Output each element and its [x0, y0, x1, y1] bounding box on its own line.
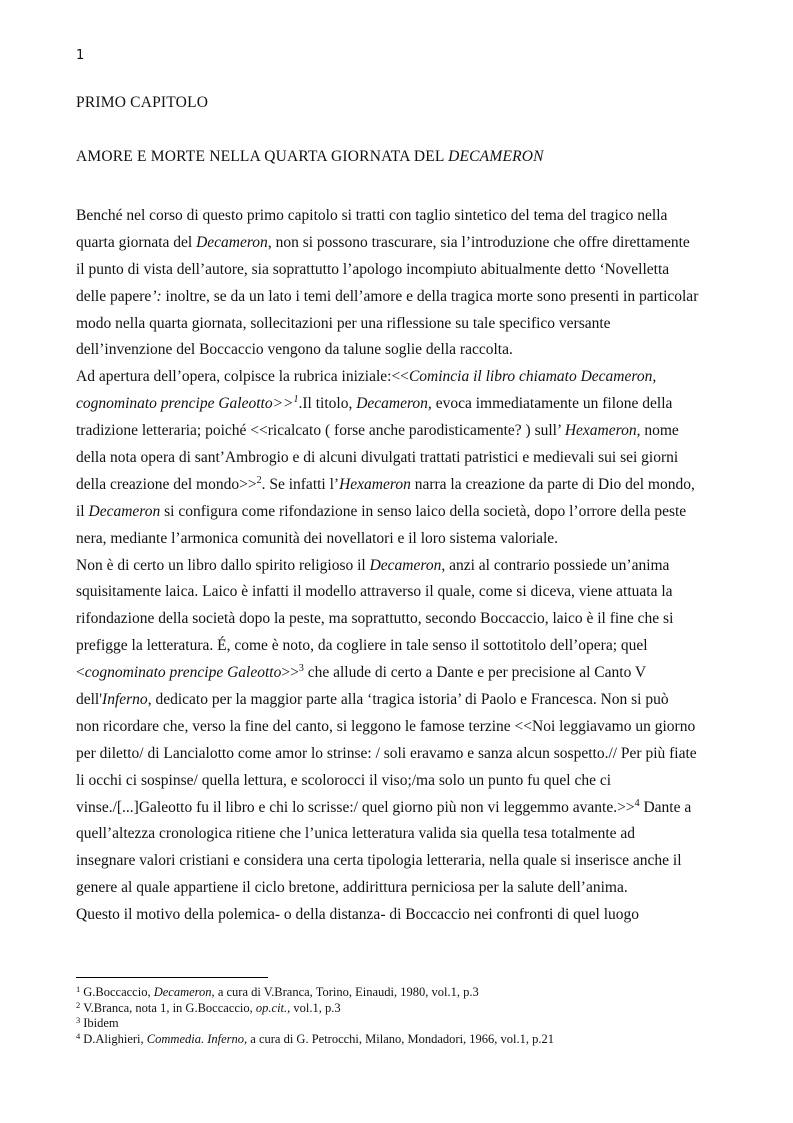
text-run: Benché nel corso di questo primo capitolo si tratti con taglio sintetico del tema del tragico nella — [76, 207, 668, 224]
italic-text: Decameron — [196, 233, 268, 251]
text-run: . Se infatti l’ — [261, 475, 340, 493]
paragraph-line — [76, 418, 726, 445]
text-run: .Il titolo, — [298, 395, 357, 413]
text-run: insegnare valori cristiani e considera una certa tipologia letteraria, nella quale si inserisce anche il — [76, 852, 682, 870]
text-run: rifondazione della società dopo la peste, ma soprattutto, secondo Boccaccio, laico è il fine che si — [76, 610, 674, 628]
text-run: Ad apertura dell’opera, colpisce la rubrica iniziale:<< — [76, 368, 409, 386]
text-run: evoca immediatamente un filone della — [431, 395, 673, 413]
footnote-reference: 3 — [298, 663, 304, 675]
paragraph-line — [76, 391, 726, 418]
text-run: non ricordare che, verso la fine del canto, si leggono le famose terzine <<Noi leggiavamo un giorno — [76, 717, 696, 735]
footnote-number: 1 — [76, 984, 81, 994]
italic-text: cognominato prencipe Galeotto — [84, 664, 282, 682]
text-run: nera, mediante l’armonica comunità dei novellatori e il loro sistema valoriale. — [76, 529, 559, 547]
text-run: tradizione letteraria; poiché <<ricalcato ( forse anche parodisticamente? ) sull’ — [76, 422, 565, 440]
text-run: vinse./[...]Galeotto fu il libro e chi lo scrisse:/ quel giorno più non vi leggemmo avante.>> — [76, 798, 635, 816]
paragraph-line — [76, 257, 726, 284]
paragraph-line — [76, 606, 726, 633]
text-run: inoltre, se da un lato i temi dell’amore e della tragica morte sono presenti in particolar — [165, 287, 699, 305]
text-run: li occhi ci sospinse/ quella lettura, e scolorocci il viso;/ma solo un punto fu quel che ci — [76, 771, 612, 789]
text-run: dell’invenzione del Boccaccio vengono da talune soglie della raccolta. — [76, 341, 513, 359]
paragraph-line — [76, 875, 726, 902]
text-run: vol.1, p.3 — [290, 1000, 341, 1015]
text-run: , dedicato per la maggior parte alla ‘tragica istoria’ di Paolo e Francesca. Non si può — [147, 691, 669, 709]
text-run: < — [76, 664, 85, 682]
chapter-title-italic: DECAMERON — [448, 148, 544, 165]
paragraph-line — [76, 337, 726, 364]
paragraph-line — [76, 633, 726, 660]
footnote — [76, 1032, 554, 1048]
text-run: , non si possono trascurare, sia l’introduzione che offre direttamente — [267, 233, 690, 251]
footnotes — [76, 985, 554, 1047]
italic-text: Hexameron — [564, 422, 637, 440]
paragraph-line — [76, 795, 726, 822]
footnote-reference: 2 — [256, 474, 262, 486]
italic-text: Decameron, — [356, 395, 432, 413]
footnote — [76, 1001, 554, 1017]
paragraph-line — [76, 741, 726, 768]
footnote-reference: 1 — [293, 394, 299, 406]
chapter-label: PRIMO CAPITOLO — [76, 94, 209, 111]
italic-text: Commedia. Inferno, — [146, 1031, 248, 1046]
body-text — [76, 203, 726, 929]
paragraph-line — [76, 821, 726, 848]
footnote-number: 3 — [76, 1015, 81, 1026]
text-run: della creazione del mondo>> — [76, 475, 257, 493]
paragraph-line — [76, 203, 726, 230]
paragraph-line — [76, 687, 726, 714]
paragraph-line — [76, 472, 726, 499]
footnote — [76, 1016, 554, 1032]
text-run: delle papere — [76, 287, 152, 305]
text-run: G.Boccaccio, — [83, 985, 154, 999]
paragraph-line — [76, 848, 726, 875]
text-run: Questo il motivo della polemica- o della distanza- di Boccaccio nei confronti di quel luogo — [76, 906, 640, 924]
text-run: il — [76, 502, 89, 520]
text-run: squisitamente laica. Laico è infatti il modello attraverso il quale, come si diceva, viene attuata la — [76, 583, 673, 601]
text-run: il punto di vista dell’autore, sia soprattutto l’apologo incompiuto abitualmente detto ‘Novelletta — [76, 260, 670, 278]
text-run: si configura come rifondazione in senso laico della società, dopo l’orrore della peste — [160, 502, 687, 520]
italic-text: Decameron — [88, 502, 161, 520]
paragraph-line — [76, 714, 726, 741]
chapter-title — [76, 148, 544, 166]
italic-text: Decameron, — [153, 985, 215, 999]
footnote — [76, 985, 554, 1001]
italic-text: ’: — [151, 287, 166, 305]
text-run: a cura di G. Petrocchi, Milano, Mondadori, 1966, vol.1, p.21 — [247, 1031, 555, 1046]
text-run: V.Branca, nota 1, in G.Boccaccio, — [83, 1000, 256, 1015]
text-run: , nome — [636, 422, 679, 440]
text-run: genere al quale appartiene il ciclo bretone, addirittura perniciosa per la salute dell’anima. — [76, 879, 628, 897]
text-run: dell' — [76, 691, 103, 709]
footnote-separator — [76, 977, 268, 978]
footnote-reference: 4 — [634, 797, 640, 809]
paragraph-line — [76, 364, 726, 391]
italic-text: Decameron — [369, 556, 442, 574]
paragraph-line — [76, 902, 726, 929]
chapter-title-main: AMORE E MORTE NELLA QUARTA GIORNATA DEL — [76, 148, 449, 165]
text-run: Ibidem — [83, 1016, 119, 1031]
paragraph-line — [76, 526, 726, 553]
page-number: 1 — [76, 48, 85, 63]
text-run: per diletto/ di Lancialotto come amor lo strinse: / soli eravamo e sanza alcun sospetto.// Per più fiate — [76, 744, 697, 762]
paragraph-line — [76, 768, 726, 795]
paragraph-line — [76, 311, 726, 338]
text-run: della nota opera di sant’Ambrogio e di alcuni divulgati trattati patristici e medievali sui sei giorni — [76, 449, 679, 467]
paragraph-line — [76, 660, 726, 687]
text-run: prefigge la letteratura. É, come è noto, da cogliere in tale senso il sottotitolo dell’opera; quel — [76, 637, 648, 655]
text-run: , anzi al contrario possiede un’anima — [441, 556, 670, 574]
paragraph-line — [76, 579, 726, 606]
text-run: quell’altezza cronologica ritiene che l’unica letteratura valida sia quella tesa totalmente ad — [76, 825, 636, 843]
text-run: che allude di certo a Dante e per precisione al Canto V — [303, 664, 647, 682]
footnote-number: 4 — [76, 1030, 81, 1041]
text-run: >> — [281, 664, 299, 682]
text-run: narra la creazione da parte di Dio del mondo, — [410, 475, 695, 493]
paragraph-line — [76, 445, 726, 472]
footnote-number: 2 — [76, 999, 81, 1010]
paragraph-line — [76, 230, 726, 257]
italic-text: op.cit., — [255, 1000, 291, 1015]
italic-text: Inferno — [102, 691, 148, 709]
text-run: quarta giornata del — [76, 233, 197, 251]
text-run: Dante a — [639, 798, 692, 816]
text-run: modo nella quarta giornata, sollecitazioni per una riflessione su tale specifico versante — [76, 314, 611, 332]
italic-text: Comincia il libro chiamato Decameron, — [408, 368, 657, 386]
italic-text: Hexameron — [339, 475, 411, 493]
text-run: Non è di certo un libro dallo spirito religioso il — [76, 556, 370, 574]
text-run: D.Alighieri, — [83, 1031, 147, 1046]
paragraph-line — [76, 284, 726, 311]
paragraph-line — [76, 553, 726, 580]
paragraph-line — [76, 499, 726, 526]
italic-text: cognominato prencipe Galeotto>> — [76, 395, 294, 413]
text-run: a cura di V.Branca, Torino, Einaudi, 1980, vol.1, p.3 — [214, 985, 479, 999]
